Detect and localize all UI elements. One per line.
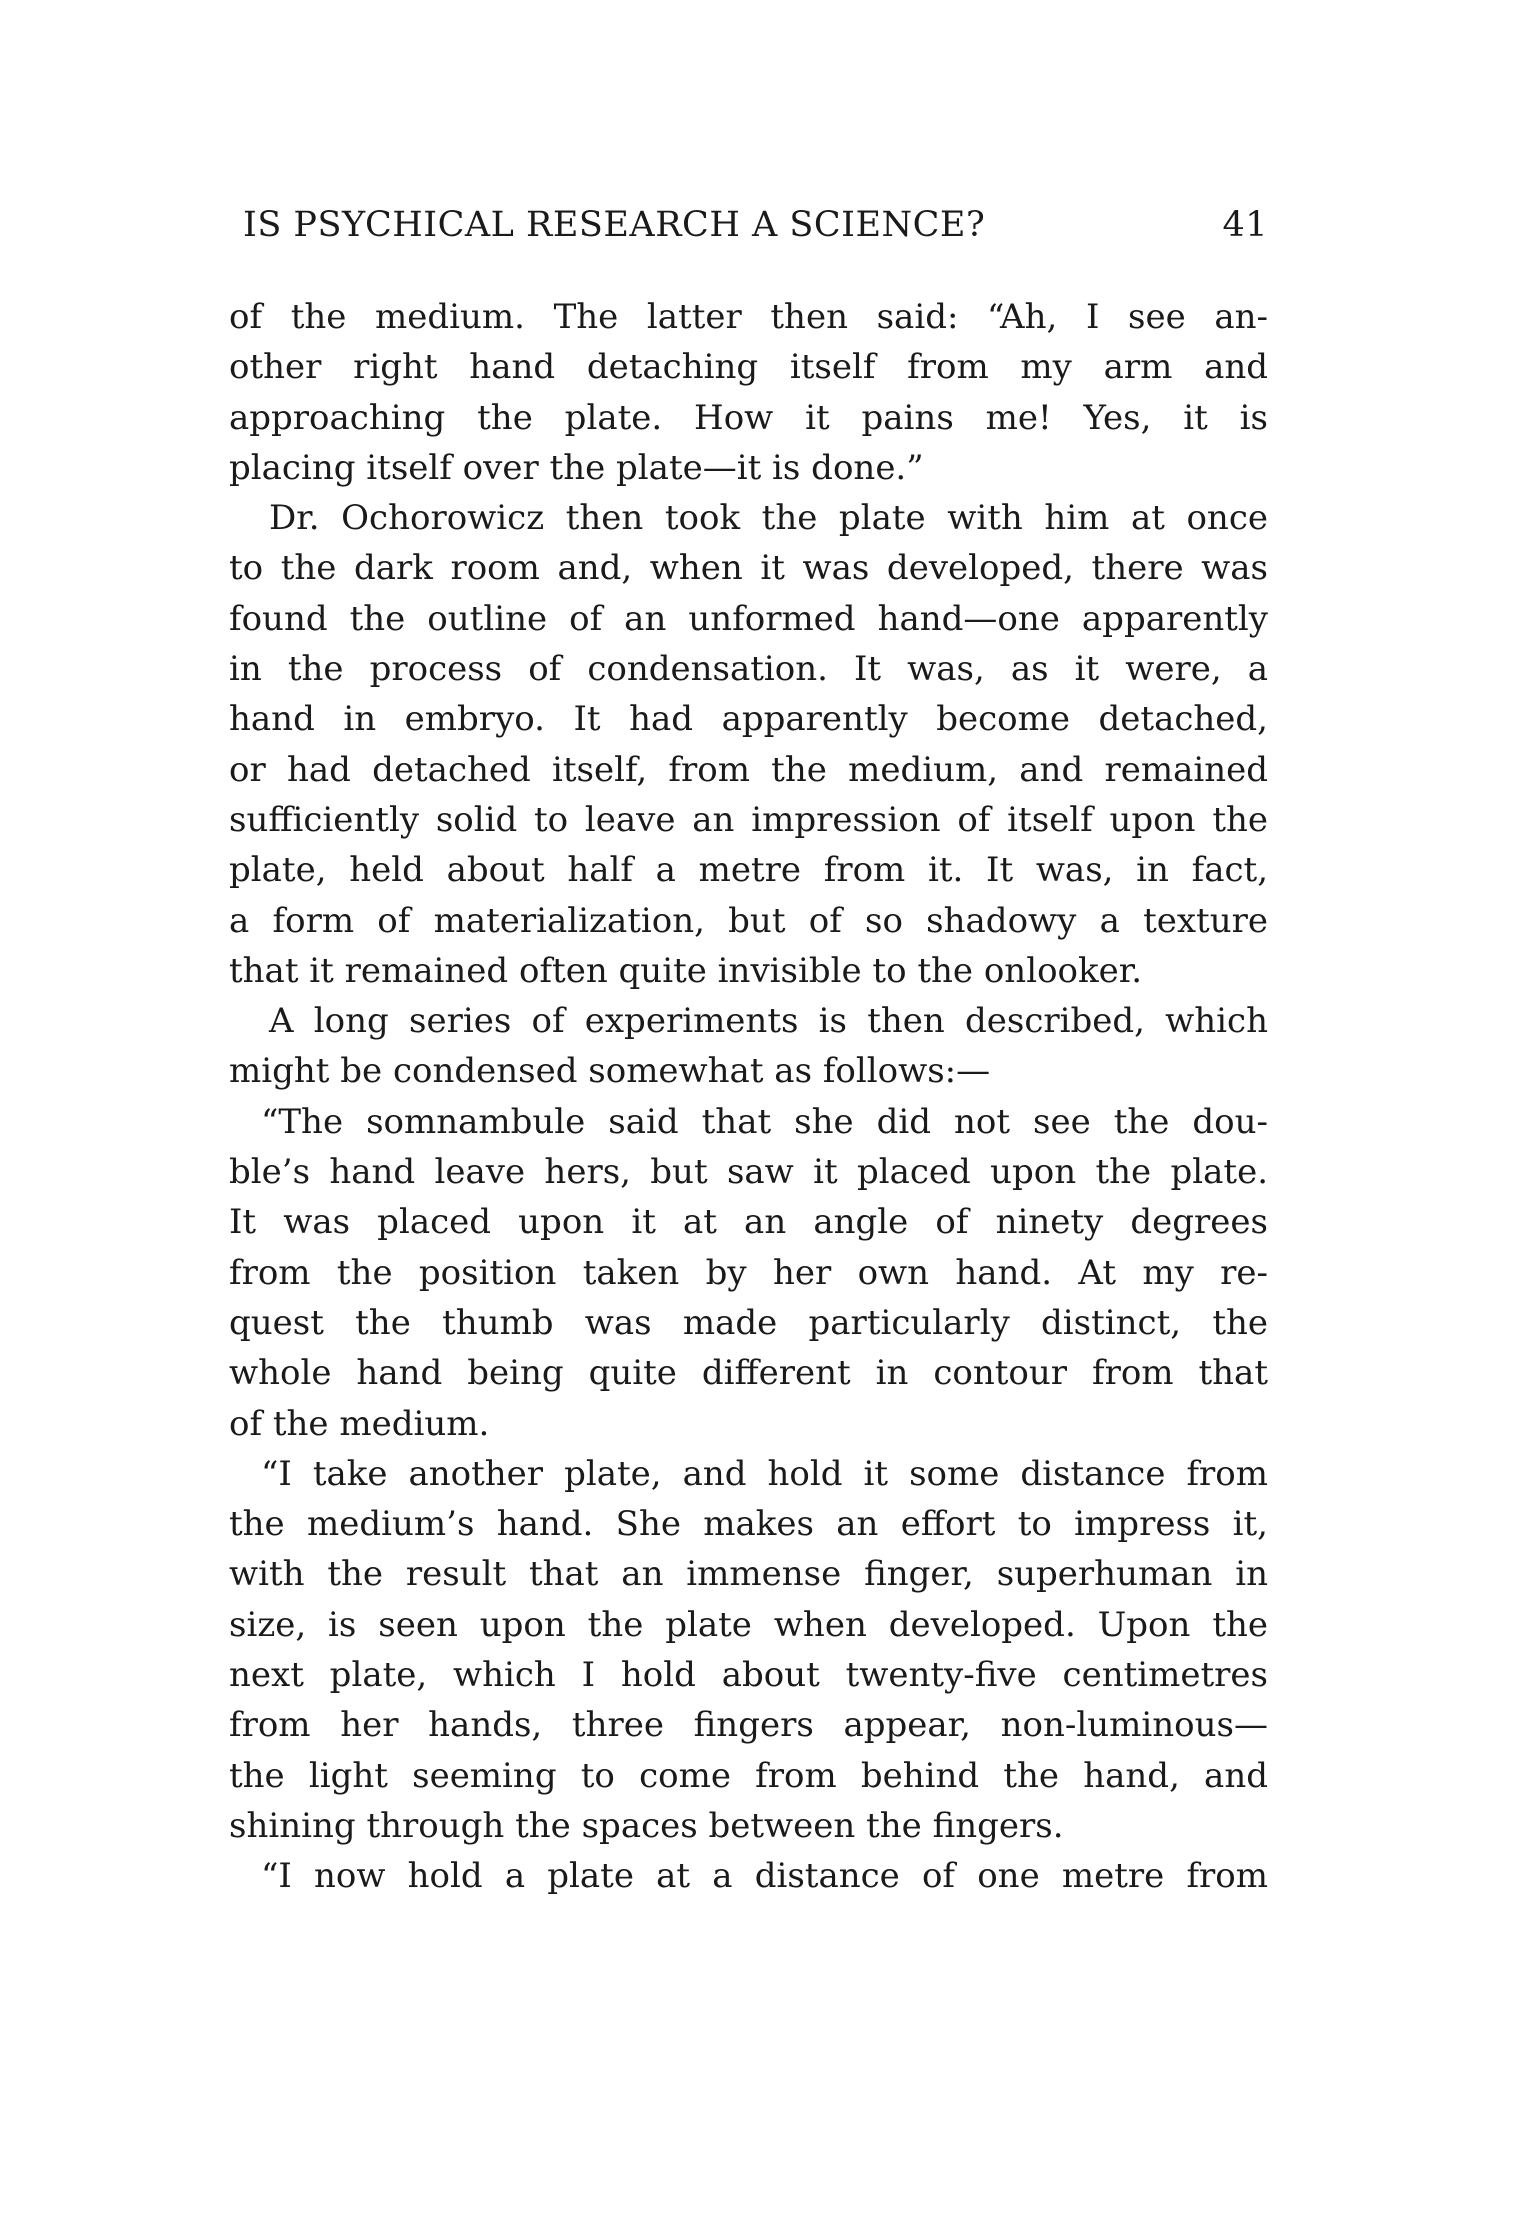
text-line: “I take another plate, and hold it some distance from <box>261 1453 1268 1494</box>
text-line: other right hand detaching itself from my arm and <box>229 347 1268 388</box>
text-line: a form of materialization, but of so shadowy a texture <box>229 900 1268 941</box>
text-line: placing itself over the plate—it is done.” <box>229 447 924 488</box>
text-line: A long series of experiments is then described, which <box>269 1001 1268 1042</box>
text-line: “The somnambule said that she did not see the dou- <box>261 1101 1268 1142</box>
text-line: hand in embryo. It had apparently become detached, <box>229 699 1268 740</box>
text-line: quest the thumb was made particularly distinct, the <box>229 1302 1268 1343</box>
text-line: whole hand being quite different in contour from that <box>229 1353 1268 1394</box>
text-line: the light seeming to come from behind the hand, and <box>229 1755 1268 1796</box>
text-line: of the medium. <box>229 1403 490 1444</box>
text-line: in the process of condensation. It was, as it were, a <box>229 649 1268 690</box>
text-line: It was placed upon it at an angle of ninety degrees <box>229 1202 1268 1243</box>
text-line: sufficiently solid to leave an impression of itself upon the <box>229 799 1268 840</box>
text-line: from her hands, three fingers appear, non-luminous— <box>229 1705 1268 1746</box>
text-line: that it remained often quite invisible to the onlooker. <box>229 950 1143 991</box>
text-line: or had detached itself, from the medium, and remained <box>229 749 1268 790</box>
body-text <box>229 292 1268 1902</box>
running-header <box>243 205 1268 255</box>
text-line: the medium’s hand. She makes an effort to impress it, <box>229 1504 1268 1545</box>
text-line: “I now hold a plate at a distance of one metre from <box>261 1856 1268 1897</box>
text-line: size, is seen upon the plate when developed. Upon the <box>229 1604 1268 1645</box>
text-line: found the outline of an unformed hand—one apparently <box>229 598 1268 639</box>
text-line: with the result that an immense finger, superhuman in <box>229 1554 1268 1595</box>
text-line: ble’s hand leave hers, but saw it placed upon the plate. <box>229 1152 1268 1193</box>
text-line: from the position taken by her own hand. At my re- <box>229 1252 1268 1293</box>
text-line: of the medium. The latter then said: “Ah, I see an- <box>229 297 1268 337</box>
text-line: plate, held about half a metre from it. It was, in fact, <box>229 850 1268 891</box>
text-line: approaching the plate. How it pains me! Yes, it is <box>229 397 1268 438</box>
text-line: Dr. Ochorowicz then took the plate with him at once <box>269 498 1268 539</box>
text-line: shining through the spaces between the fingers. <box>229 1805 1064 1846</box>
text-line: might be condensed somewhat as follows:— <box>229 1051 991 1092</box>
page-number: 41 <box>1222 205 1268 245</box>
running-title: IS PSYCHICAL RESEARCH A SCIENCE? <box>243 205 986 245</box>
text-line: to the dark room and, when it was developed, there was <box>229 548 1268 589</box>
text-line: next plate, which I hold about twenty-five centimetres <box>229 1655 1268 1696</box>
